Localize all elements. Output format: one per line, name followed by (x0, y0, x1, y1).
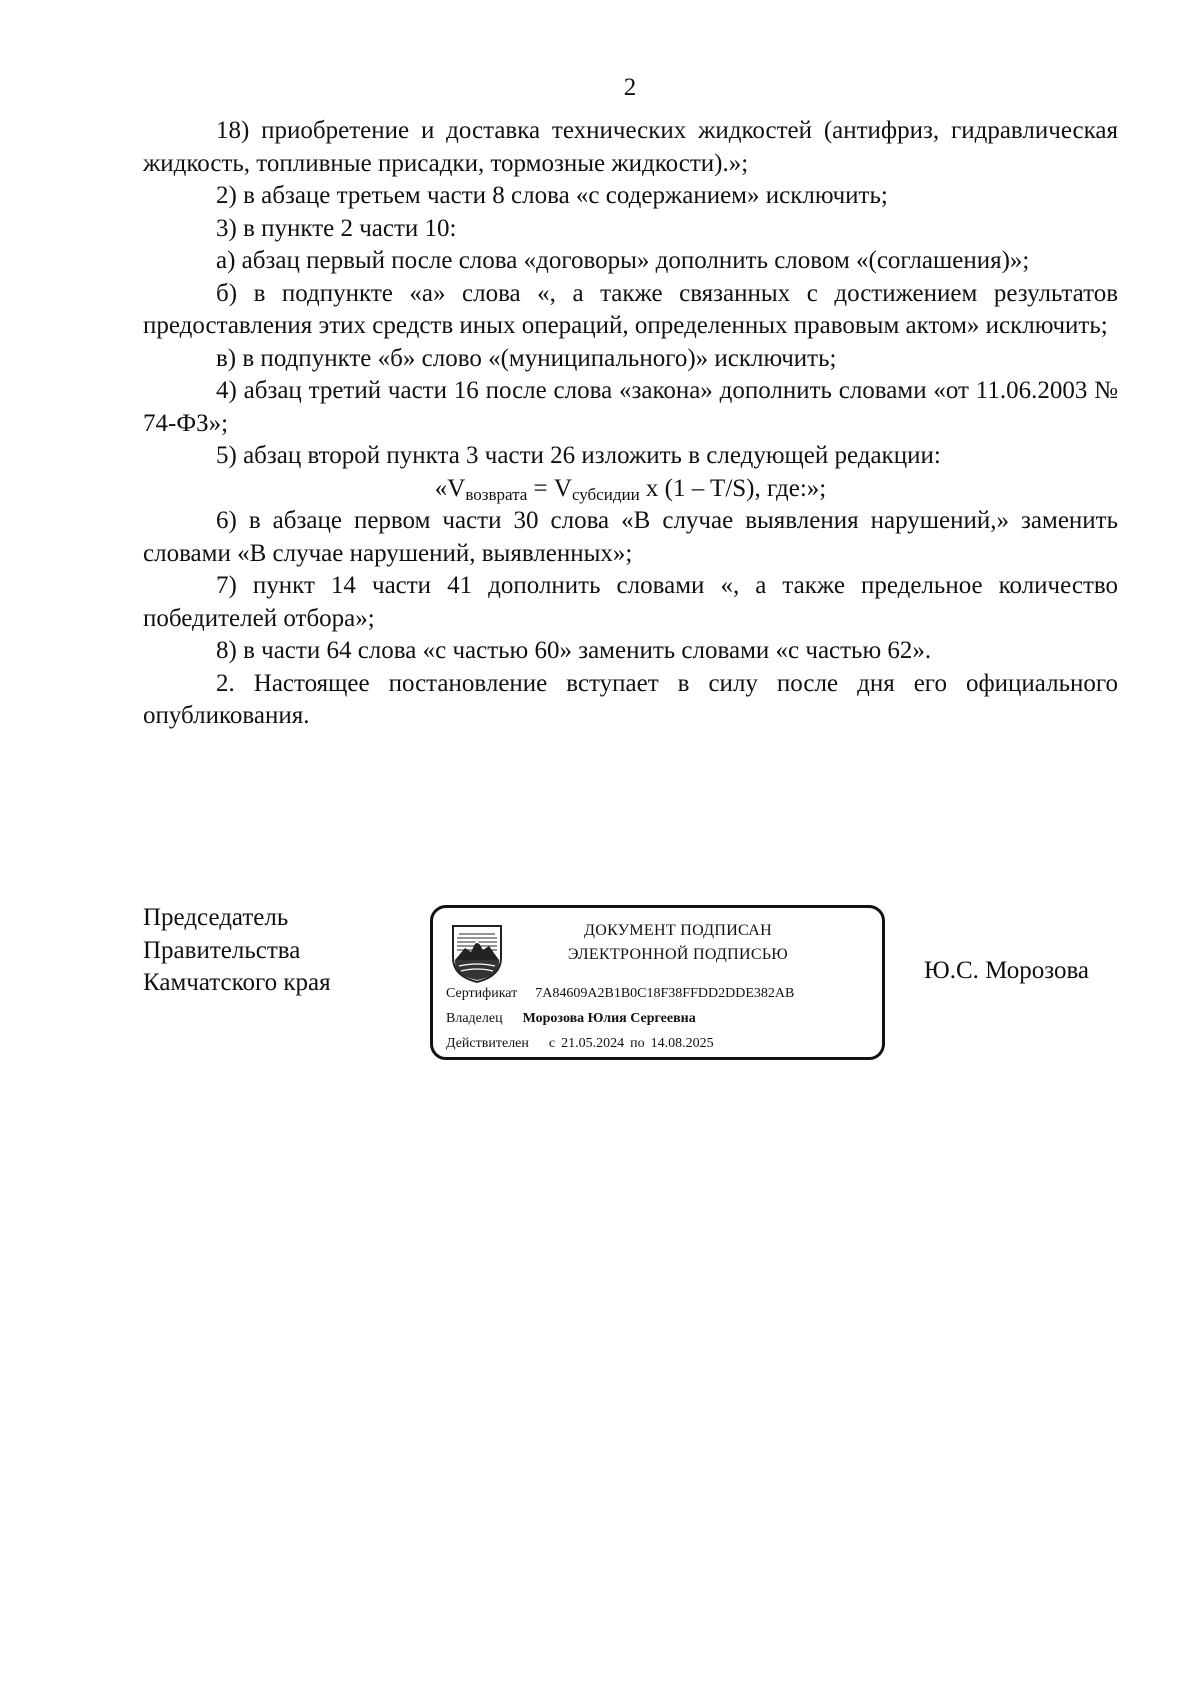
paragraph: 8) в части 64 слова «с частью 60» заменить словами «с частью 62». (216, 637, 932, 664)
signer-title-line: Камчатского края (143, 969, 331, 996)
owner-value: Морозова Юлия Сергеевна (522, 1011, 696, 1026)
paragraph: 4) абзац третий части 16 после слова «закона» дополнить словами «от 11.06.2003 № 74-ФЗ»; (143, 377, 1118, 437)
paragraph: 6) в абзаце первом части 30 слова «В случае выявления нарушений,» заменить словами «В случае нарушений, выявленных»; (143, 507, 1118, 567)
paragraph: а) абзац первый после слова «договоры» дополнить словом «(соглашения)»; (216, 247, 1030, 274)
paragraph: 2. Настоящее постановление вступает в силу после дня его официального опубликования. (143, 669, 1118, 729)
owner-label: Владелец (446, 1011, 503, 1026)
paragraph: в) в подпункте «б» слово «(муниципального)» исключить; (216, 344, 837, 372)
signer-title (143, 902, 331, 1000)
stamp-certificate-row (446, 984, 794, 1004)
paragraph: 7) пункт 14 части 41 дополнить словами «, а также предельное количество победителей отбора»; (143, 572, 1118, 632)
validity-from-date: 21.05.2024 (561, 1036, 625, 1051)
paragraph: 2) в абзаце третьем части 8 слова «с содержанием» исключить; (216, 182, 888, 209)
paragraph: 3) в пункте 2 части 10: (216, 214, 457, 242)
page-number: 2 (623, 74, 637, 101)
validity-label: Действителен (446, 1036, 529, 1051)
certificate-label: Сертификат (446, 986, 518, 1001)
paragraph: 18) приобретение и доставка технических жидкостей (антифриз, гидравлическая жидкость, топливные присадки, тормозные жидкости).»; (143, 117, 1118, 177)
paragraph: б) в подпункте «а» слова «, а также связанных с достижением результатов предоставления этих средств иных операций, определенных правовым актом» исключить; (143, 279, 1118, 339)
formula-rest: x (1 – T/S), где:»; (639, 474, 827, 502)
formula-subscript-return: возврата (465, 484, 528, 504)
formula-mid: = V (527, 474, 572, 502)
formula-subscript-subsidy: субсидии (571, 484, 640, 504)
validity-to-date: 14.08.2025 (650, 1036, 714, 1051)
stamp-header-line1: ДОКУМЕНТ ПОДПИСАН (584, 922, 772, 939)
certificate-value: 7A84609A2B1B0C18F38FFDD2DDE382AB (535, 986, 795, 1001)
kamchatka-coat-of-arms-icon (449, 922, 505, 984)
paragraph: 5) абзац второй пункта 3 части 26 изложить в следующей редакции: (216, 442, 941, 469)
document-body (143, 115, 1118, 733)
electronic-signature-stamp (430, 905, 885, 1060)
signer-title-line: Председатель (143, 904, 289, 931)
stamp-validity-row (446, 1034, 714, 1054)
validity-from-prefix: с (548, 1036, 556, 1051)
stamp-header-line2: ЭЛЕКТРОННОЙ ПОДПИСЬЮ (567, 946, 789, 963)
signer-title-line: Правительства (143, 936, 301, 964)
validity-to-prefix: по (630, 1036, 645, 1051)
formula (143, 473, 1118, 506)
stamp-owner-row (446, 1009, 696, 1029)
signer-name: Ю.С. Морозова (924, 957, 1090, 984)
formula-open: «V (434, 474, 466, 502)
